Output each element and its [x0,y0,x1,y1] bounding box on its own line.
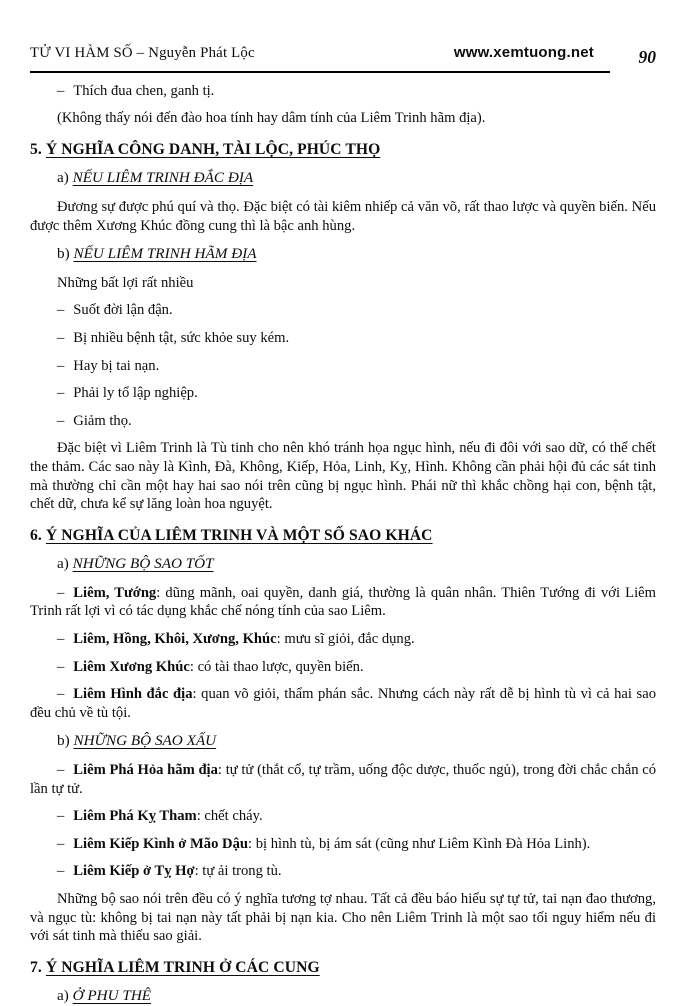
book-title: TỬ VI HÀM SỐ – Nguyễn Phát Lộc [30,45,255,61]
list-item [30,685,656,722]
subsection-letter: b) [57,245,70,263]
dash-bullet: – [57,357,65,374]
section-number: 7. [30,958,42,976]
subsection-title: Ở PHU THÊ [72,987,152,1005]
section-number: 6. [30,526,42,544]
dash-bullet: – [57,82,65,99]
list-item-label: Liêm Kiếp ở Tỵ Hợ [73,863,195,880]
list-item [30,357,656,376]
dash-bullet: – [57,385,65,402]
dash-bullet: – [57,584,65,601]
list-item-text: Suốt đời lận đận. [73,302,173,319]
dash-bullet: – [57,329,65,346]
section-title: Ý NGHĨA CÔNG DANH, TÀI LỘC, PHÚC THỌ [45,140,381,158]
list-item-text: Giảm thọ. [73,412,132,429]
dash-bullet: – [57,302,65,319]
subsection-heading [30,555,656,574]
section-heading [30,141,656,160]
dash-bullet: – [57,835,65,852]
subsection-heading [30,732,656,751]
section-heading [30,527,656,546]
subsection-letter: a) [57,169,69,187]
list-item-label: Liêm, Tướng [73,584,157,601]
subsection-title: NHỮNG BỘ SAO TỐT [72,555,214,573]
list-item-text: Bị nhiều bệnh tật, sức khỏe suy kém. [73,329,290,346]
list-item-label: Liêm Phá Kỵ Tham [73,808,197,825]
list-item-label: Liêm Kiếp Kình ở Mão Dậu [73,835,249,852]
subsection-letter: b) [57,732,70,750]
list-item-text: Phải ly tổ lập nghiệp. [73,385,198,402]
list-item [30,412,656,431]
list-item-text: : tự tử (thắt cổ, tự trầm, uống độc dược, thuốc ngủ), trong đời chắc chắn có lần tự tử. [30,762,657,797]
subsection-title: NHỮNG BỘ SAO XẤU [73,732,217,750]
list-item [30,807,656,826]
page-number: 90 [638,47,656,67]
list-item [30,862,656,881]
list-item-text: : bị hình tù, bị ám sát (cũng như Liêm Kình Đà Hỏa Linh). [248,835,591,852]
list-item [30,761,656,798]
list-item [30,835,656,854]
list-item [30,329,656,348]
page-header [30,44,656,73]
section-title: Ý NGHĨA LIÊM TRINH Ở CÁC CUNG [45,958,320,976]
subsection-title: NẾU LIÊM TRINH ĐẮC ĐỊA [72,169,254,187]
dash-bullet: – [57,658,65,675]
subsection-heading [30,987,656,1006]
dash-bullet: – [57,686,65,703]
list-item [30,658,656,677]
dash-bullet: – [57,762,65,779]
dash-bullet: – [57,631,65,648]
subsection-heading [30,169,656,188]
list-item [30,384,656,403]
dash-bullet: – [57,808,65,825]
list-item-text: : quan võ giỏi, thẩm phán sắc. Nhưng cách này rất dễ bị hình tù vì cả hai sao đều chủ về tù tội. [30,686,656,721]
subsection-letter: a) [57,987,69,1005]
section-number: 5. [30,140,42,158]
subsection-heading [30,245,656,264]
website-url: www.xemtuong.net [453,44,594,61]
list-item-label: Liêm Phá Hỏa hãm địa [73,762,218,779]
paragraph: Đương sự được phú quí và thọ. Đặc biệt có tài kiêm nhiếp cả văn võ, rất thao lược và quyền biến. Nếu được thêm Xương Khúc đồng cung thì là bậc anh hùng. [30,198,656,234]
list-item-text: : mưu sĩ giỏi, đắc dụng. [276,631,415,648]
list-item [30,630,656,649]
paragraph: Đặc biệt vì Liêm Trinh là Tù tinh cho nên khó tránh họa ngục hình, nếu đi đôi với sao dữ, có thể chết the thảm. Các sao này là Kình, Đà, Không, Kiếp, Hỏa, Linh, Kỵ, Hình. Không cần phải hội đủ các sát tinh mà thường chỉ cần một hay hai sao nói trên cũng bị ngục hình. Phái nữ thì khắc chồng hại con, bệnh tật, chết dữ, chưa kể sự lăng loàn hoa nguyệt. [30,440,656,513]
paragraph: Những bất lợi rất nhiều [57,274,194,291]
paragraph: Những bộ sao nói trên đều có ý nghĩa tương tợ nhau. Tất cả đều báo hiểu sự tự tử, tai nạn đao thương, và ngục tù: không bị tai nạn này tất phải bị nạn kia. Cho nên Liêm Trinh là một sao tối nguy hiểm nếu đi với sát tinh mà thiếu sao giải. [30,891,656,945]
subsection-letter: a) [57,555,69,573]
list-item [30,584,656,621]
list-item-text: : chết cháy. [196,808,263,825]
section-heading [30,959,656,978]
paragraph: (Không thấy nói đến đào hoa tính hay dâm tính của Liêm Trinh hãm địa). [57,110,486,127]
list-item-text: Hay bị tai nạn. [73,357,160,374]
dash-bullet: – [57,412,65,429]
dash-bullet: – [57,863,65,880]
list-item-label: Liêm Xương Khúc [73,658,190,675]
list-item-text: : có tài thao lược, quyền biến. [189,658,364,675]
page-content [30,82,656,1006]
list-item-label: Liêm, Hồng, Khôi, Xương, Khúc [73,631,277,648]
list-item-text: Thích đua chen, ganh tị. [73,82,215,99]
subsection-title: NẾU LIÊM TRINH HÃM ĐỊA [73,245,257,263]
section-title: Ý NGHĨA CỦA LIÊM TRINH VÀ MỘT SỐ SAO KHÁC [45,526,433,544]
list-item [30,82,656,101]
list-item [30,301,656,320]
list-item-label: Liêm Hình đắc địa [73,686,193,703]
list-item-text: : tự ải trong tù. [194,863,282,880]
list-item-text: : dũng mãnh, oai quyền, danh giá, thường là quân nhân. Thiên Tướng đi với Liêm Trinh rất lợi vì có tác dụng khắc chế nóng tính của sao Liêm. [30,584,656,620]
header-rule [30,44,610,73]
